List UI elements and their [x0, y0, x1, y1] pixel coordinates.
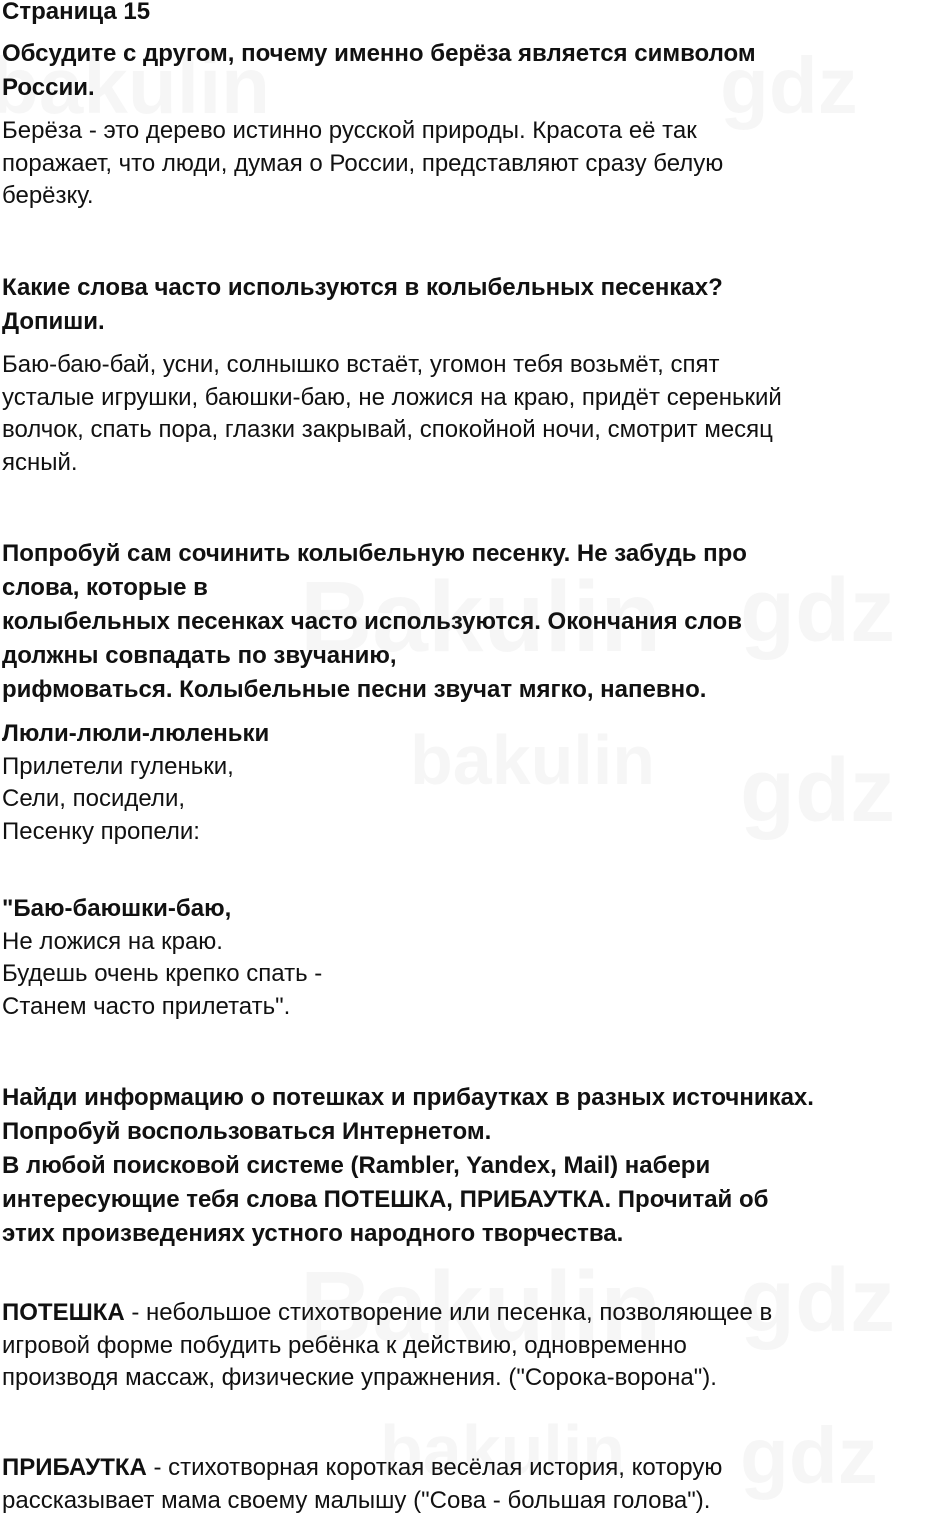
poem-stanza-1-first-line: Люли-люли-люленьки [2, 718, 269, 751]
definition-line: производя массаж, физические упражнения. ("Сорока-ворона"). [2, 1362, 772, 1395]
answer-line: Баю-баю-бай, усни, солнышко встаёт, угомон тебя возьмёт, спят [2, 349, 782, 382]
question-line: Обсудите с другом, почему именно берёза является символом [2, 37, 756, 71]
poem-stanza-2 [2, 893, 322, 1023]
poem-stanza-1 [2, 718, 269, 848]
question-line: Найди информацию о потешках и прибаутках в разных источниках. [2, 1081, 814, 1115]
question-line: рифмоваться. Колыбельные песни звучат мягко, напевно. [2, 673, 747, 707]
question-line: интересующие тебя слова ПОТЕШКА, ПРИБАУТКА. Прочитай об [2, 1183, 814, 1217]
definition-line: игровой форме побудить ребёнка к действию, одновременно [2, 1330, 772, 1363]
poem-line: Прилетели гуленьки, [2, 751, 269, 784]
answer-birch [2, 115, 723, 213]
question-line: Попробуй сам сочинить колыбельную песенку. Не забудь про [2, 537, 747, 571]
poem-line: Сели, посидели, [2, 783, 269, 816]
definition-first-line [2, 1297, 772, 1330]
question-lullaby-words [2, 271, 723, 339]
answer-line: берёзку. [2, 180, 723, 213]
definition-term: ПРИБАУТКА [2, 1454, 147, 1481]
poem-line: Не ложися на краю. [2, 926, 322, 959]
question-line: слова, которые в [2, 571, 747, 605]
watermark-4 [740, 560, 895, 663]
question-line: В любой поисковой системе (Rambler, Yandex, Mail) набери [2, 1149, 814, 1183]
definition-first-line [2, 1452, 722, 1485]
page-title: Страница 15 [2, 0, 150, 26]
poem-line: Песенку пропели: [2, 816, 269, 849]
question-compose-lullaby [2, 537, 747, 707]
watermark-5 [410, 720, 655, 800]
definition-term: ПОТЕШКА [2, 1299, 125, 1326]
question-line: Попробуй воспользоваться Интернетом. [2, 1115, 814, 1149]
definition-text: - небольшое стихотворение или песенка, позволяющее в [125, 1299, 773, 1326]
poem-line: Станем часто прилетать". [2, 991, 322, 1024]
question-birch [2, 37, 756, 105]
question-line: колыбельных песенках часто используются. Окончания слов [2, 605, 747, 639]
watermark-6 [740, 740, 895, 843]
definition-line: рассказывает мама своему малышу ("Сова - большая голова"). [2, 1485, 722, 1517]
definition-pribautka [2, 1452, 722, 1517]
question-find-info [2, 1081, 814, 1251]
answer-lullaby-words [2, 349, 782, 479]
answer-line: волчок, спать пора, глазки закрывай, спокойной ночи, смотрит месяц [2, 414, 782, 447]
poem-stanza-2-first-line: "Баю-баюшки-баю, [2, 893, 322, 926]
answer-line: поражает, что люди, думая о России, представляют сразу белую [2, 148, 723, 181]
question-line: Допиши. [2, 305, 723, 339]
question-line: России. [2, 71, 756, 105]
definition-text: - стихотворная короткая весёлая история, которую [147, 1454, 723, 1481]
definition-poteshka [2, 1297, 772, 1395]
answer-line: ясный. [2, 447, 782, 480]
answer-line: Берёза - это дерево истинно русской природы. Красота её так [2, 115, 723, 148]
question-line: этих произведениях устного народного творчества. [2, 1217, 814, 1251]
question-line: должны совпадать по звучанию, [2, 639, 747, 673]
answer-line: усталые игрушки, баюшки-баю, не ложися на краю, придёт серенький [2, 382, 782, 415]
poem-line: Будешь очень крепко спать - [2, 958, 322, 991]
question-line: Какие слова часто используются в колыбельных песенках? [2, 271, 723, 305]
watermark-10 [740, 1410, 878, 1502]
